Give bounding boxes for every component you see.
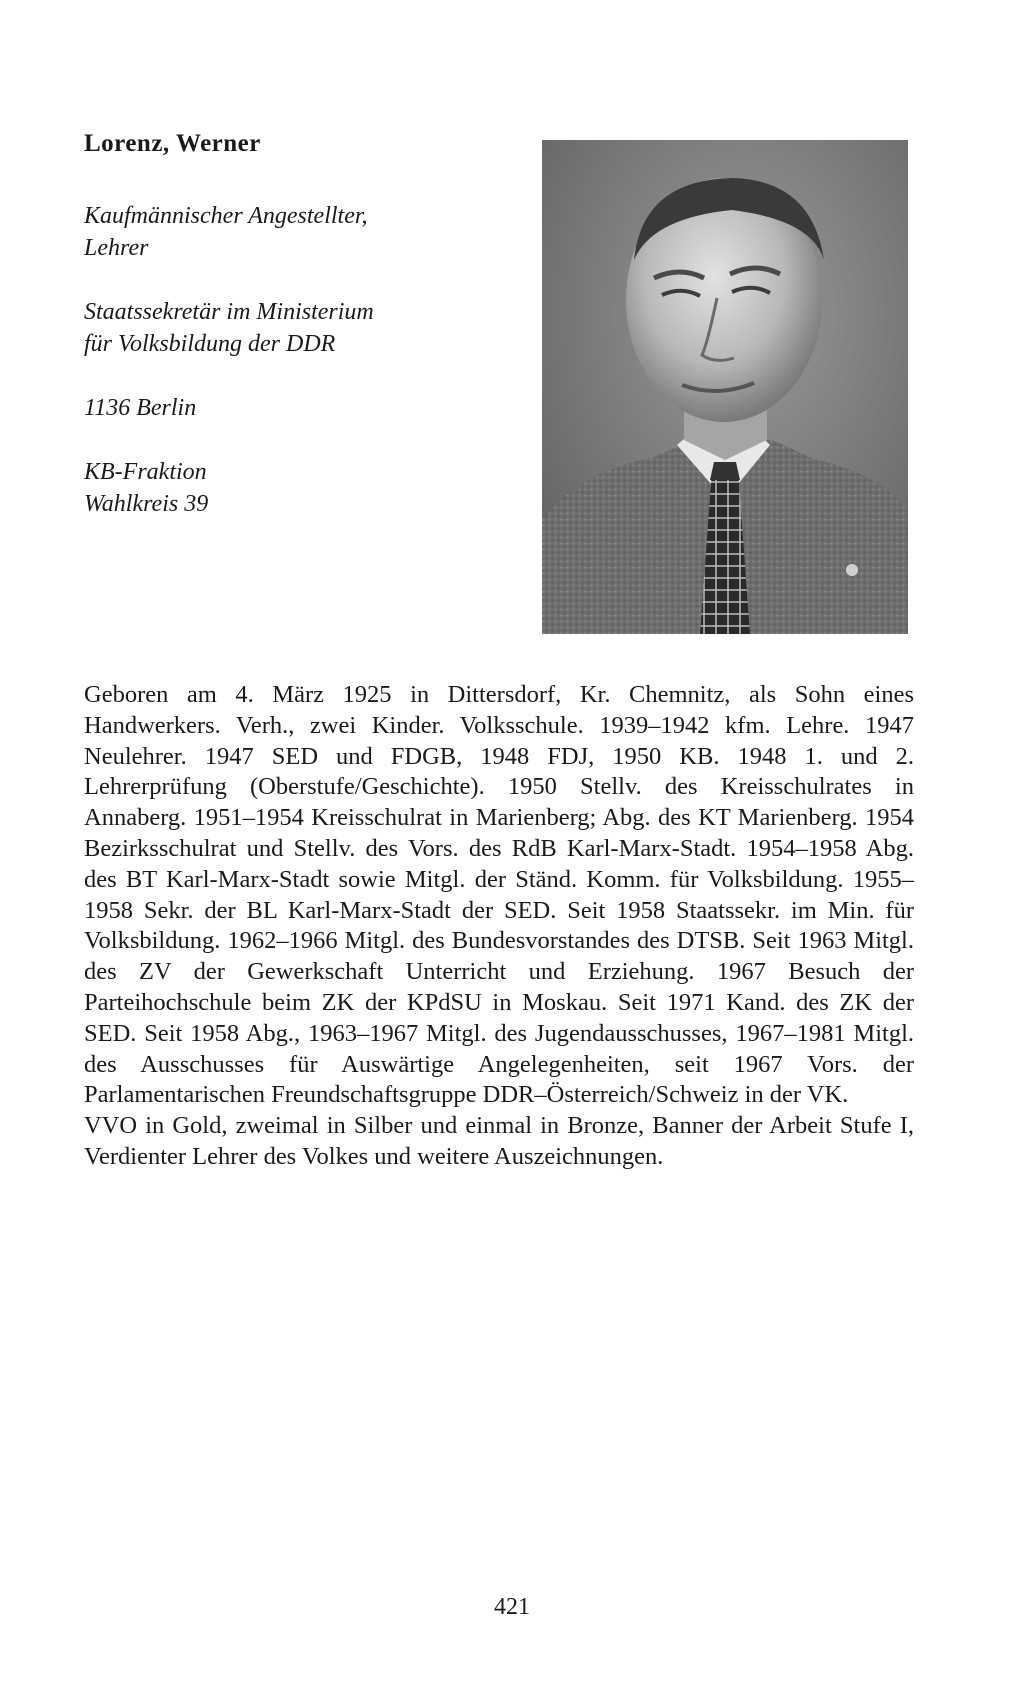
constituency: Wahlkreis 39: [84, 491, 209, 517]
biography-paragraph-1: Geboren am 4. März 1925 in Dittersdorf, Kr. Chemnitz, als Sohn eines Handwerkers. Verh., zwei Kinder. Volksschule. 1939–1942 kfm. Lehre. 1947 Neulehrer. 1947 SED und FDGB, 1948 FDJ, 1950 KB. 1948 1. und 2. Lehrerprüfung (Oberstufe/Geschichte). 1950 Stellv. des Kreisschulrates in Annaberg. 1951–1954 Kreisschulrat in Marienberg; Abg. des KT Marienberg. 1954 Bezirksschulrat und Stellv. des Vors. des RdB Karl-Marx-Stadt. 1954–1958 Abg. des BT Karl-Marx-Stadt sowie Mitgl. der Ständ. Komm. für Volksbildung. 1955–1958 Sekr. der BL Karl-Marx-Stadt der SED. Seit 1958 Staatssekr. im Min. für Volksbildung. 1962–1966 Mitgl. des Bundesvorstandes des DTSB. Seit 1963 Mitgl. des ZV der Gewerkschaft Unterricht und Erziehung. 1967 Besuch der Parteihochschule beim ZK der KPdSU in Moskau. Seit 1971 Kand. des ZK der SED. Seit 1958 Abg., 1963–1967 Mitgl. des Jugendausschusses, 1967–1981 Mitgl. des Ausschusses für Auswärtige Angelegenheiten, seit 1967 Vors. der Parlamentarischen Freundschaftsgruppe DDR–Österreich/Schweiz in der VK.: [84, 681, 914, 1109]
location: 1136 Berlin: [84, 395, 197, 421]
biography: [84, 680, 914, 1173]
person-name: Lorenz, Werner: [84, 130, 261, 157]
location-block: [84, 392, 524, 424]
portrait-photo: [542, 140, 908, 634]
profession-line-1: Kaufmännischer Angestellter,: [84, 203, 368, 229]
profession-block: [84, 200, 524, 264]
faction-block: [84, 456, 524, 520]
position-block: [84, 296, 524, 360]
person-metadata: [84, 200, 524, 552]
position-line-2: für Volksbildung der DDR: [84, 331, 336, 357]
faction: KB-Fraktion: [84, 459, 207, 485]
biography-paragraph-2: VVO in Gold, zweimal in Silber und einmal in Bronze, Banner der Arbeit Stufe I, Verdienter Lehrer des Volkes und weitere Auszeichnungen.: [84, 1112, 914, 1170]
portrait-photo-icon: [542, 140, 908, 634]
page-number: 421: [494, 1594, 530, 1620]
position-line-1: Staatssekretär im Ministerium: [84, 299, 374, 325]
profession-line-2: Lehrer: [84, 235, 149, 261]
